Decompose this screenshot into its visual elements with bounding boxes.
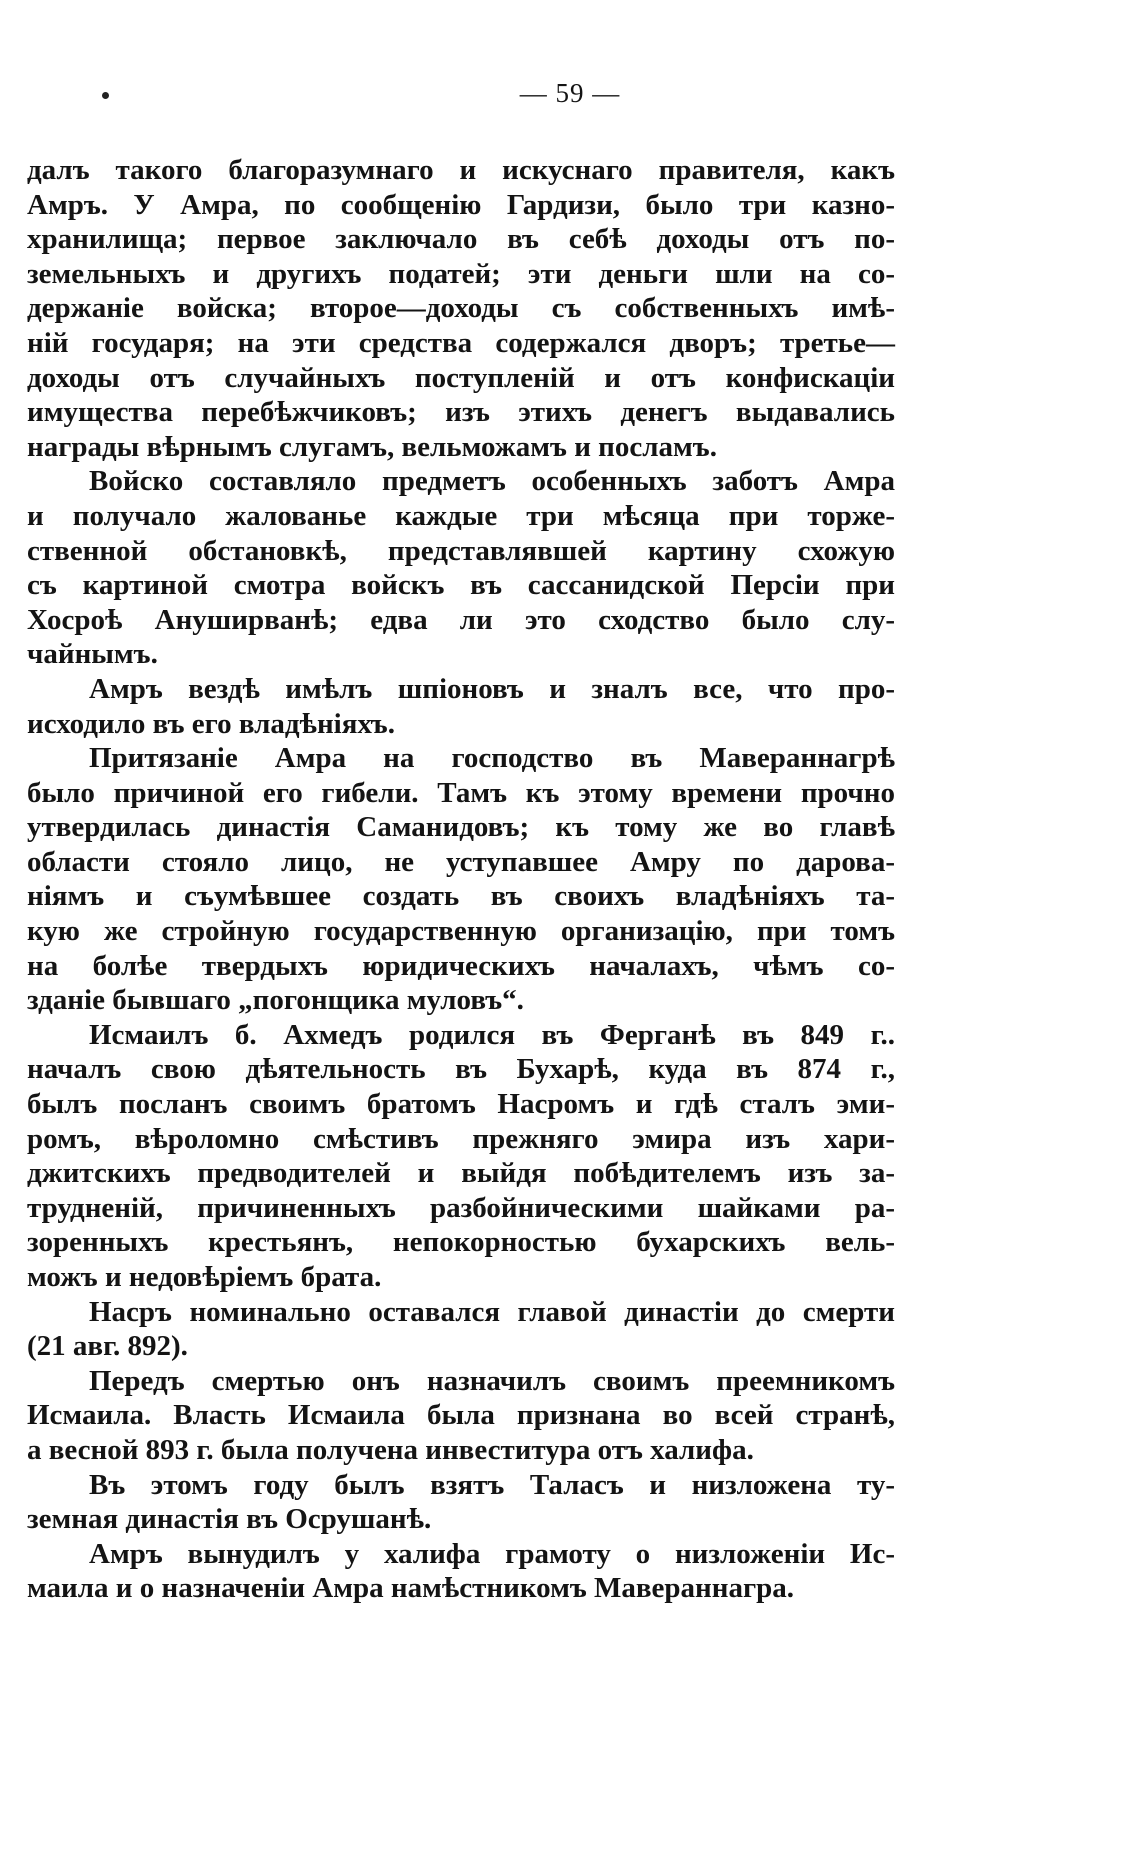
text-line: Войско составляло предметъ особенныхъ заботъ Амра (89, 465, 895, 498)
text-line: Притязаніе Амра на господство въ Мавераннагрѣ (89, 742, 895, 775)
text-line: и получало жалованье каждые три мѣсяца при торже- (27, 499, 895, 532)
text-line: Амръ вездѣ имѣлъ шпіоновъ и зналъ все, что про- (89, 672, 895, 705)
text-line: Передъ смертью онъ назначилъ своимъ преемникомъ (89, 1364, 895, 1397)
text-line: кую же стройную государственную организацію, при томъ (27, 915, 895, 948)
text-line: Хосроѣ Ануширванѣ; едва ли это сходство было слу- (27, 603, 895, 636)
text-line: Насръ номинально оставался главой династіи до смерти (89, 1295, 895, 1328)
text-line: можъ и недовѣріемъ брата. (27, 1261, 382, 1293)
text-line: области стояло лицо, не уступавшее Амру по дарова- (27, 845, 895, 878)
text-line: Амръ. У Амра, по сообщенію Гардизи, было три казно- (27, 188, 895, 221)
text-line: земельныхъ и другихъ податей; эти деньги шли на со- (27, 257, 895, 290)
paragraph (27, 1468, 895, 1537)
text-line: имущества перебѣжчиковъ; изъ этихъ денегъ выдавались (27, 396, 895, 429)
text-line: маила и о назначеніи Амра намѣстникомъ Мавераннагра. (27, 1572, 795, 1605)
page-number: — 59 — (519, 78, 621, 108)
text-line: зоренныхъ крестьянъ, непокорностью бухарскихъ вель- (27, 1226, 895, 1259)
text-line: исходило въ его владѣніяхъ. (27, 707, 395, 740)
text-line: утвердилась династія Саманидовъ; къ тому же во главѣ (27, 811, 895, 844)
paragraph (27, 1364, 895, 1468)
text-line: съ картиной смотра войскъ въ сассанидской Персіи при (27, 569, 895, 602)
text-line: былъ посланъ своимъ братомъ Насромъ и гдѣ сталъ эми- (27, 1088, 895, 1121)
text-line: земная династія въ Осрушанѣ. (27, 1503, 432, 1536)
text-line: ніямъ и съумѣвшее создать въ своихъ владѣніяхъ та- (27, 880, 895, 913)
text-line: держаніе войска; второе—доходы съ собственныхъ имѣ- (27, 292, 895, 325)
text-line: ромъ, вѣроломно смѣстивъ прежняго эмира изъ хари- (27, 1122, 895, 1155)
text-line: ній государя; на эти средства содержался дворъ; третье— (27, 326, 895, 359)
text-line: Въ этомъ году былъ взятъ Таласъ и низложена ту- (89, 1468, 895, 1501)
text-line: зданіе бывшаго „погонщика муловъ“. (27, 984, 524, 1017)
text-line: на болѣе твердыхъ юридическихъ началахъ, чѣмъ со- (27, 949, 895, 982)
text-line: доходы отъ случайныхъ поступленій и отъ конфискаціи (27, 361, 895, 394)
text-line: награды вѣрнымъ слугамъ, вельможамъ и посламъ. (27, 430, 717, 463)
paragraph (27, 1537, 895, 1606)
paragraph (27, 1295, 895, 1364)
text-line: ственной обстановкѣ, представлявшей картину схожую (27, 534, 895, 567)
text-line: было причиной его гибели. Тамъ къ этому времени прочно (27, 776, 895, 809)
text-line: Исмаила. Власть Исмаила была признана во всей странѣ, (27, 1399, 895, 1432)
text-line: джитскихъ предводителей и выйдя побѣдителемъ изъ за- (27, 1157, 895, 1190)
text-line: Амръ вынудилъ у халифа грамоту о низложеніи Ис- (89, 1537, 895, 1570)
paragraph (27, 464, 895, 672)
text-line: началъ свою дѣятельность въ Бухарѣ, куда въ 874 г., (27, 1053, 895, 1086)
text-line: трудненій, причиненныхъ разбойническими шайками ра- (27, 1191, 895, 1224)
text-line: Исмаилъ б. Ахмедъ родился въ Ферганѣ въ 849 г.. (89, 1018, 895, 1051)
text-line: далъ такого благоразумнаго и искуснаго правителя, какъ (27, 154, 895, 186)
text-line: (21 авг. 892). (27, 1330, 188, 1363)
text-line: а весной 893 г. была получена инвеститура отъ халифа. (27, 1433, 754, 1466)
paragraph (27, 672, 895, 741)
text-line: хранилища; первое заключало въ себѣ доходы отъ по- (27, 223, 895, 256)
paragraph (27, 741, 895, 1018)
paragraph (27, 1018, 895, 1295)
body-text (27, 153, 895, 1606)
paragraph (27, 153, 895, 464)
text-line: чайнымъ. (27, 638, 158, 671)
